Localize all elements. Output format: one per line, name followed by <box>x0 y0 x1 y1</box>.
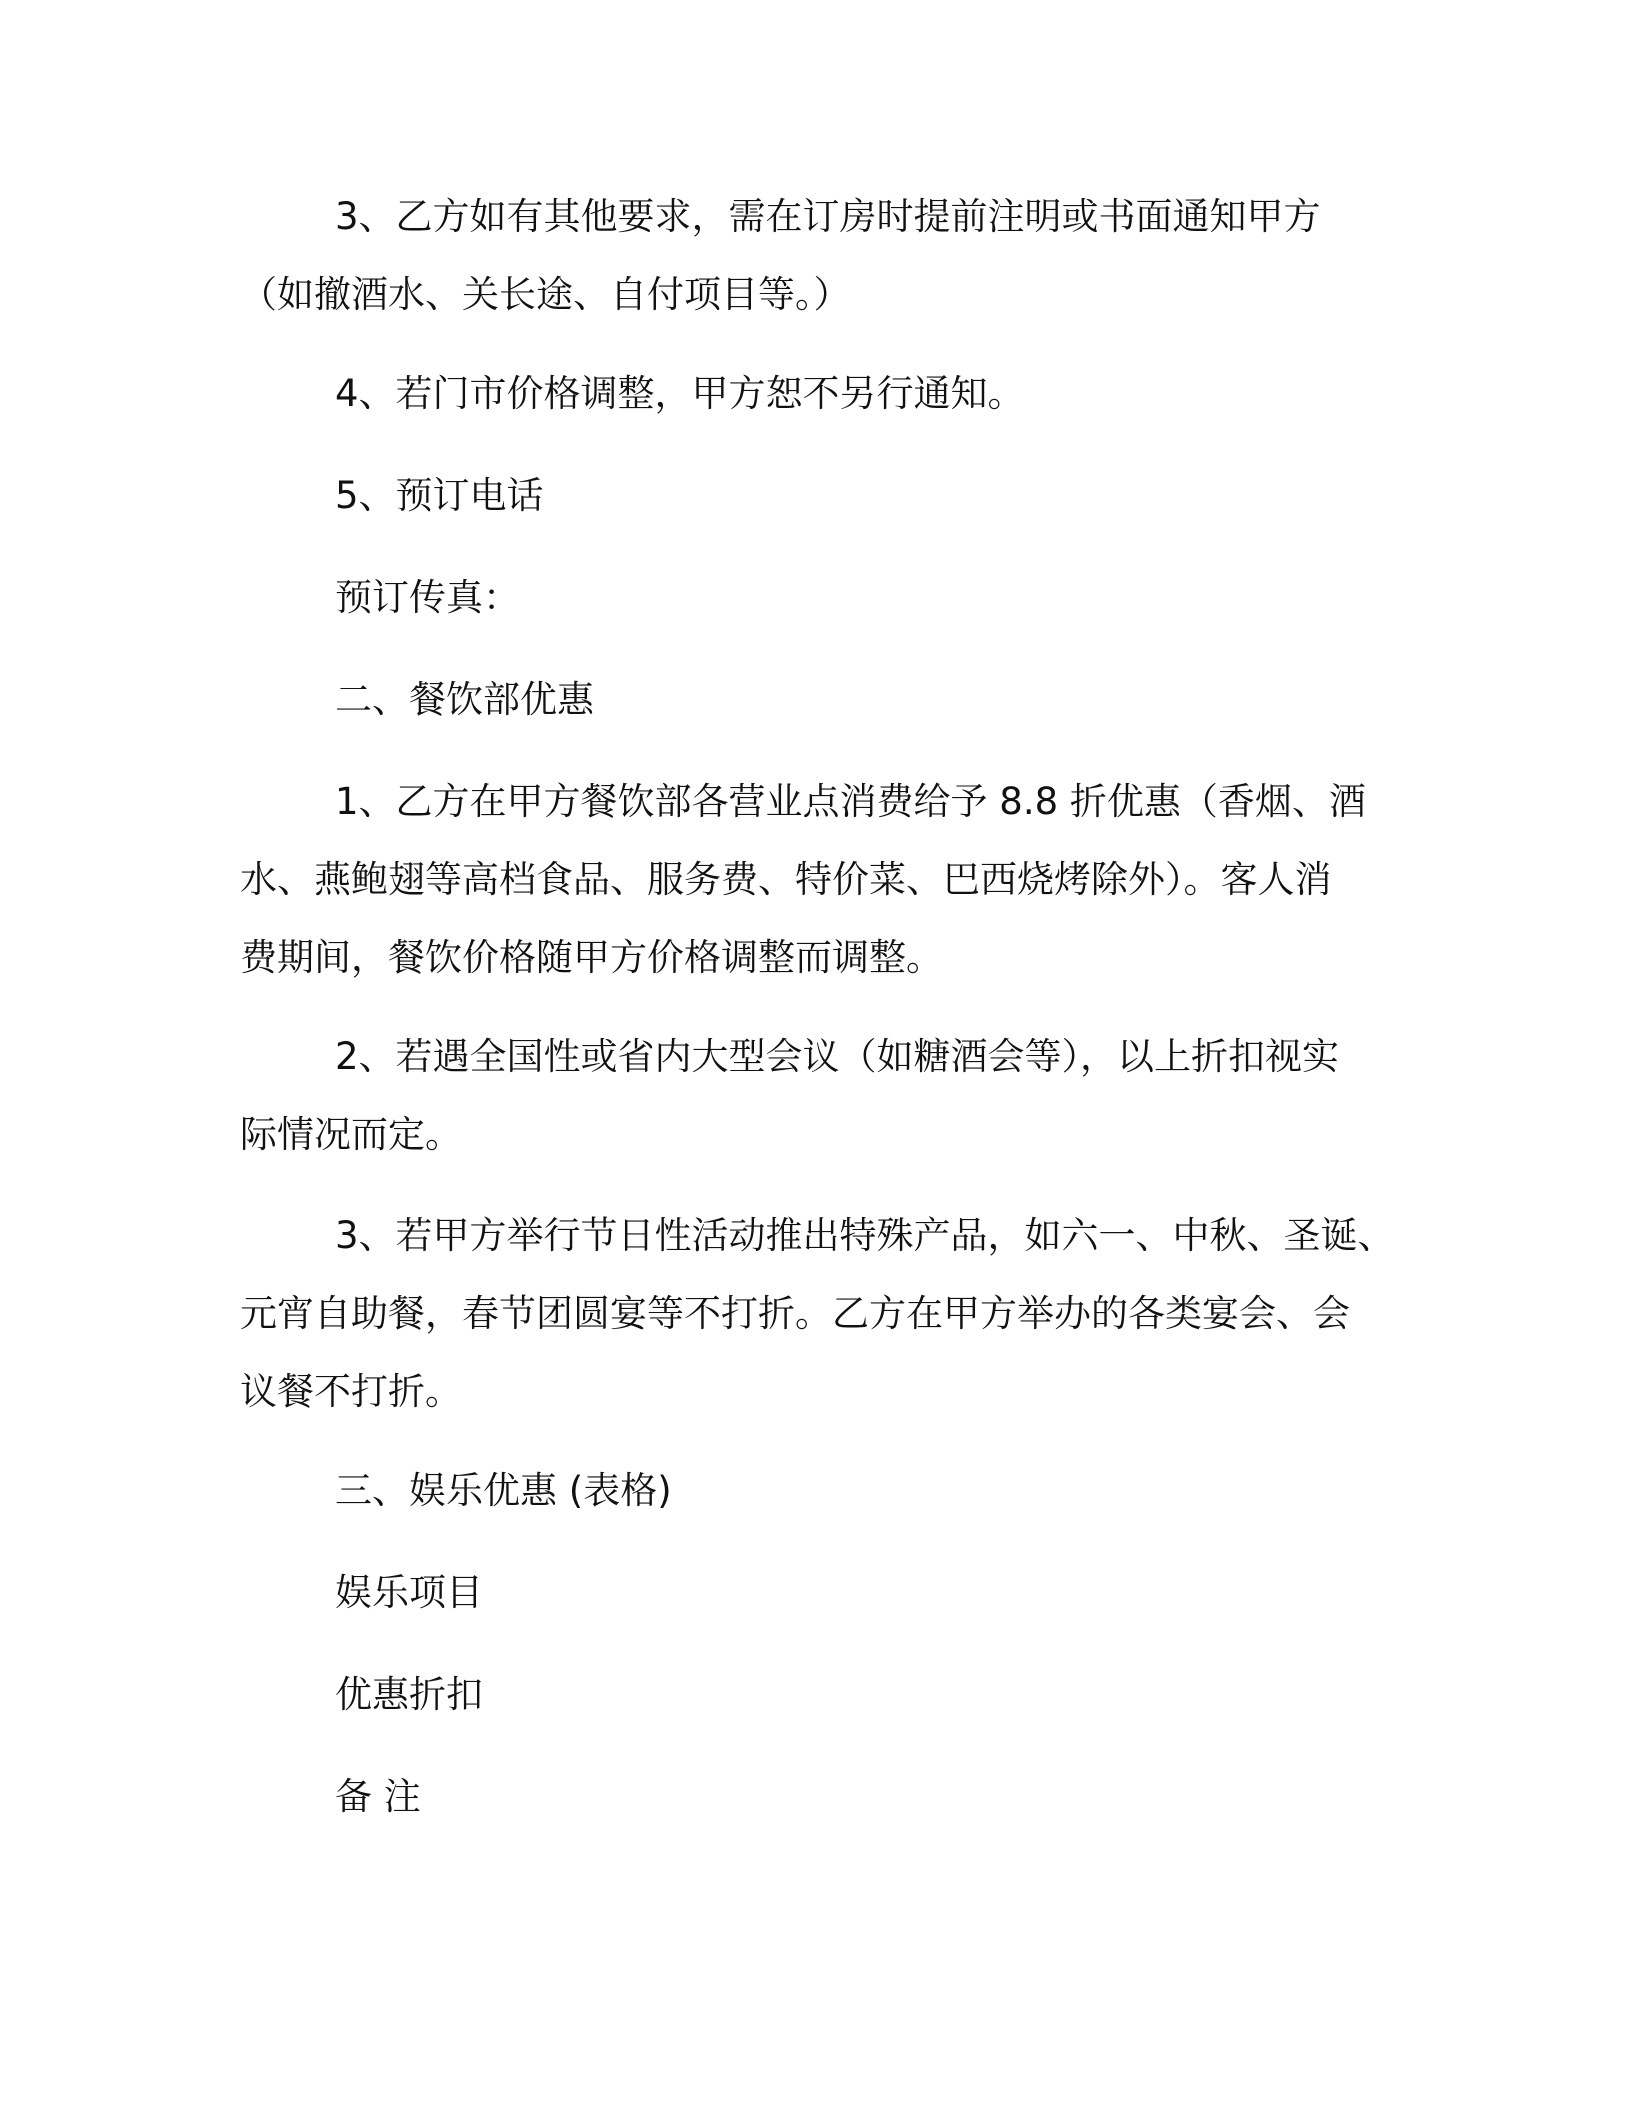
text-line: 2、若遇全国性或省内大型会议（如糖酒会等），以上折扣视实 <box>335 1035 1340 1078</box>
table-header-discount <box>240 1656 1390 1734</box>
text-line: 3、乙方如有其他要求，需在订房时提前注明或书面通知甲方 <box>335 195 1321 238</box>
text-line: 三、娱乐优惠 (表格) <box>335 1469 672 1512</box>
text-line: 际情况而定。 <box>240 1113 462 1156</box>
text-line: 备 注 <box>335 1775 421 1818</box>
paragraph-price-adjustment <box>240 355 1390 433</box>
paragraph-dining-discount <box>240 763 1390 997</box>
text-line: 5、预订电话 <box>335 474 544 517</box>
text-line: 4、若门市价格调整，甲方恕不另行通知。 <box>335 372 1025 415</box>
text-line: 元宵自助餐，春节团圆宴等不打折。乙方在甲方举办的各类宴会、会 <box>240 1292 1350 1335</box>
paragraph-booking-fax <box>240 559 1390 637</box>
section-heading-dining <box>240 661 1390 739</box>
text-line: （如撤酒水、关长途、自付项目等。） <box>240 273 851 316</box>
text-line: 二、餐饮部优惠 <box>335 678 594 721</box>
paragraph-booking-requirements <box>240 178 1390 334</box>
text-line: 优惠折扣 <box>335 1673 483 1716</box>
text-line: 娱乐项目 <box>335 1571 483 1614</box>
text-line: 预订传真： <box>335 576 520 619</box>
section-heading-entertainment <box>240 1452 1390 1530</box>
text-line: 3、若甲方举行节日性活动推出特殊产品，如六一、中秋、圣诞、 <box>335 1214 1395 1257</box>
table-header-remarks <box>240 1758 1390 1836</box>
text-line: 水、燕鲍翅等高档食品、服务费、特价菜、巴西烧烤除外）。客人消 <box>240 858 1332 901</box>
paragraph-conference-exception <box>240 1018 1390 1174</box>
paragraph-holiday-exception <box>240 1197 1395 1431</box>
table-header-entertainment-item <box>240 1554 1390 1632</box>
text-line: 1、乙方在甲方餐饮部各营业点消费给予 8.8 折优惠（香烟、酒 <box>335 780 1366 823</box>
text-line: 议餐不打折。 <box>240 1370 462 1413</box>
paragraph-booking-phone <box>240 457 1390 535</box>
text-line: 费期间，餐饮价格随甲方价格调整而调整。 <box>240 936 943 979</box>
